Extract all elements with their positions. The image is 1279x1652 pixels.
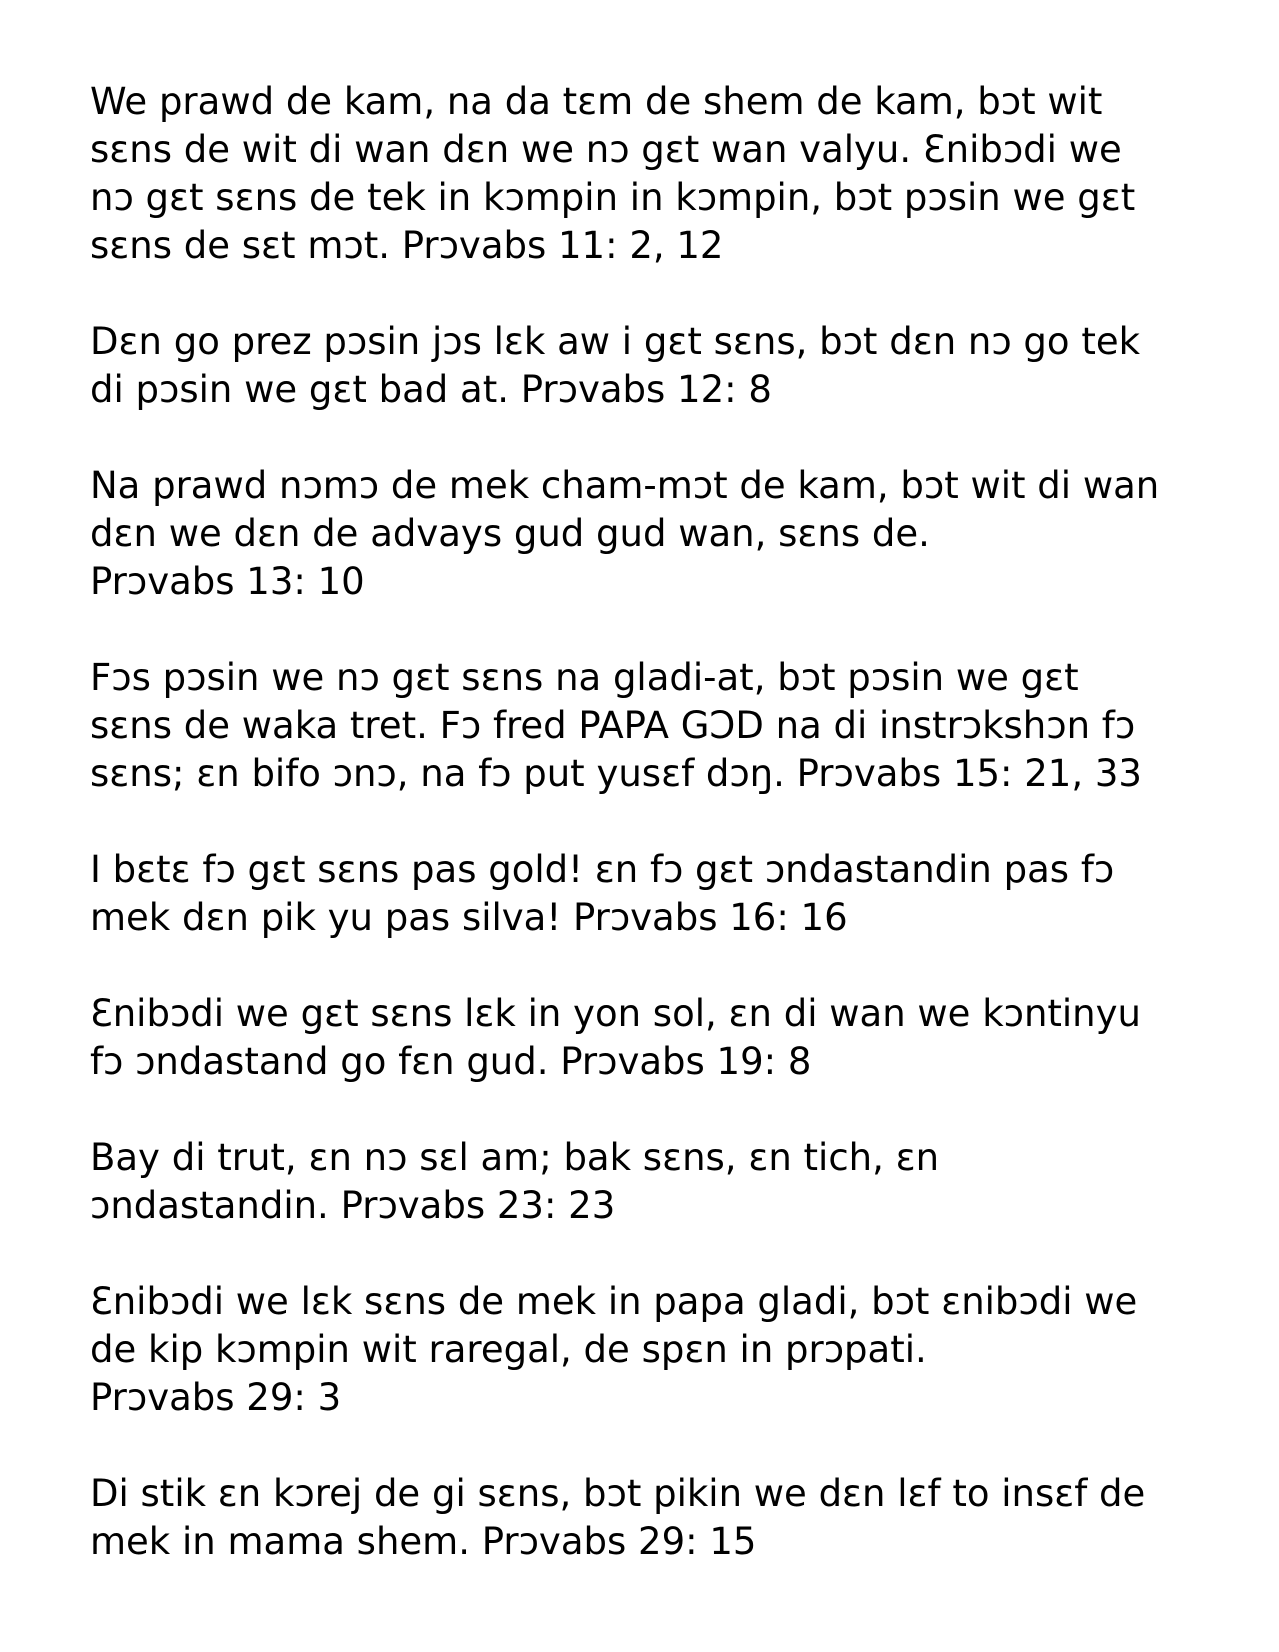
verse-line: mek in mama shem. Prɔvabs 29: 15 <box>90 1520 757 1563</box>
verse-line: Prɔvabs 29: 3 <box>90 1376 342 1419</box>
verse-line: Ɛnibɔdi we lɛk sɛns de mek in papa gladi, bɔt ɛnibɔdi we <box>90 1280 1138 1323</box>
verse-line: Bay di trut, ɛn nɔ sɛl am; bak sɛns, ɛn tich, ɛn <box>90 1136 940 1179</box>
verse-2 <box>90 318 1210 414</box>
verse-8 <box>90 1278 1210 1422</box>
verse-line: nɔ gɛt sɛns de tek in kɔmpin in kɔmpin, bɔt pɔsin we gɛt <box>90 176 1136 219</box>
verse-line: Fɔs pɔsin we nɔ gɛt sɛns na gladi-at, bɔt pɔsin we gɛt <box>90 656 1079 699</box>
verse-line: We prawd de kam, na da tɛm de shem de kam, bɔt wit <box>90 80 1103 123</box>
verse-4 <box>90 654 1210 798</box>
verse-line: di pɔsin we gɛt bad at. Prɔvabs 12: 8 <box>90 368 772 411</box>
verse-line: Prɔvabs 13: 10 <box>90 560 365 603</box>
verse-line: Na prawd nɔmɔ de mek cham-mɔt de kam, bɔt wit di wan <box>90 464 1160 507</box>
verse-line: Ɛnibɔdi we gɛt sɛns lɛk in yon sol, ɛn di wan we kɔntinyu <box>90 992 1141 1035</box>
verse-line: ɔndastandin. Prɔvabs 23: 23 <box>90 1184 616 1227</box>
verse-line: Di stik ɛn kɔrej de gi sɛns, bɔt pikin we dɛn lɛf to insɛf de <box>90 1472 1146 1515</box>
verse-line: fɔ ɔndastand go fɛn gud. Prɔvabs 19: 8 <box>90 1040 812 1083</box>
verse-5 <box>90 846 1210 942</box>
verse-line: dɛn we dɛn de advays gud gud wan, sɛns de. <box>90 512 930 555</box>
verse-6 <box>90 990 1210 1086</box>
verse-3 <box>90 462 1210 606</box>
verse-line: sɛns de wit di wan dɛn we nɔ gɛt wan valyu. Ɛnibɔdi we <box>90 128 1122 171</box>
verse-9 <box>90 1470 1210 1566</box>
verse-1 <box>90 78 1210 270</box>
document-page <box>90 78 1210 1614</box>
verse-line: sɛns de sɛt mɔt. Prɔvabs 11: 2, 12 <box>90 224 724 267</box>
verse-line: mek dɛn pik yu pas silva! Prɔvabs 16: 16 <box>90 896 848 939</box>
verse-line: sɛns de waka tret. Fɔ fred PAPA GƆD na di instrɔkshɔn fɔ <box>90 704 1136 747</box>
verse-line: Dɛn go prez pɔsin jɔs lɛk aw i gɛt sɛns, bɔt dɛn nɔ go tek <box>90 320 1141 363</box>
verse-7 <box>90 1134 1210 1230</box>
verse-line: de kip kɔmpin wit raregal, de spɛn in prɔpati. <box>90 1328 927 1371</box>
verse-line: sɛns; ɛn bifo ɔnɔ, na fɔ put yusɛf dɔŋ. Prɔvabs 15: 21, 33 <box>90 752 1142 795</box>
verse-line: I bɛtɛ fɔ gɛt sɛns pas gold! ɛn fɔ gɛt ɔndastandin pas fɔ <box>90 848 1115 891</box>
